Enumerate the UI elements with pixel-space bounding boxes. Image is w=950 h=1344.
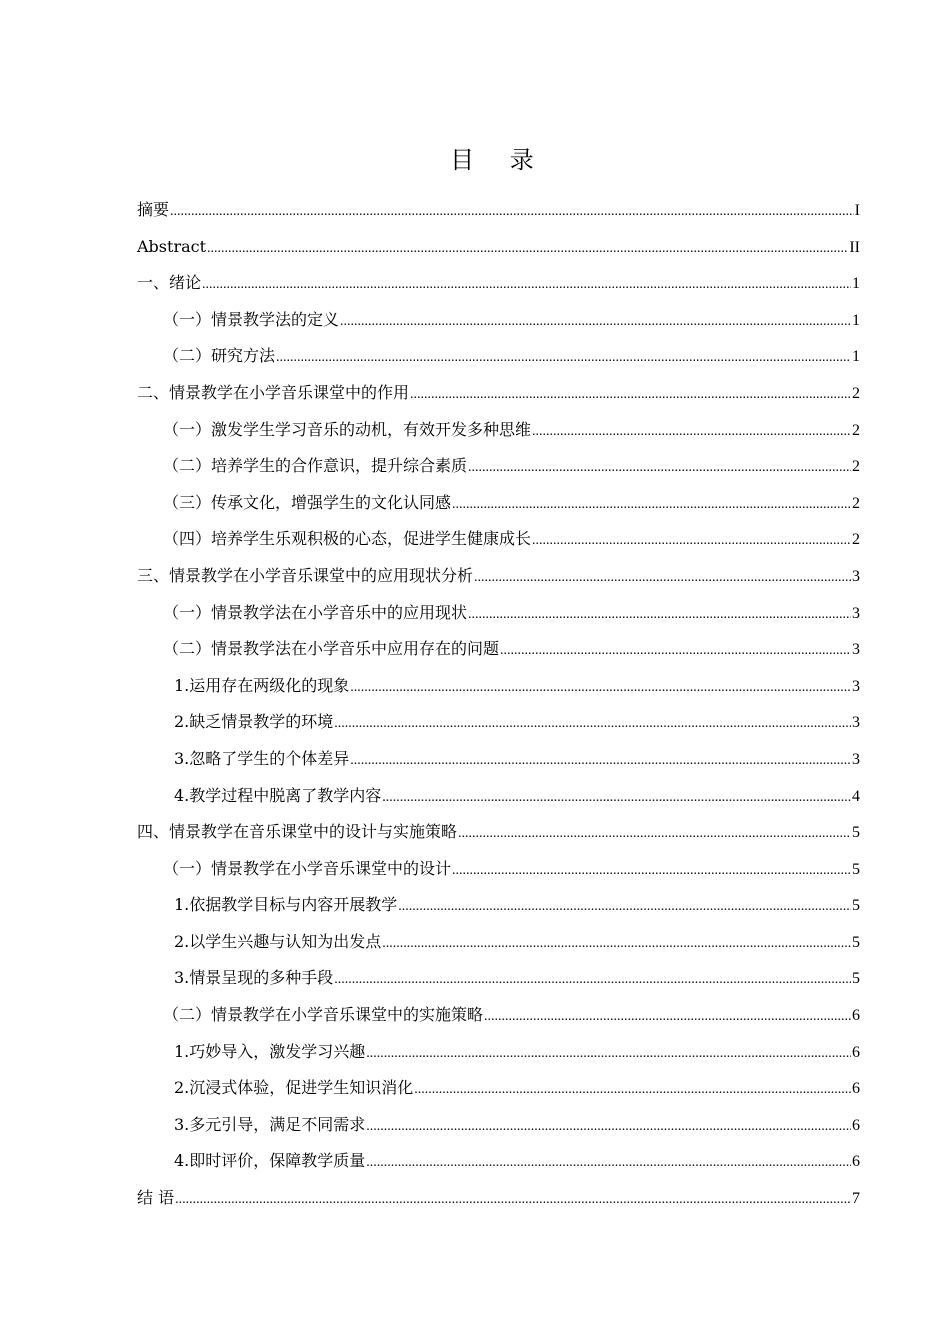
toc-dot-leader (500, 641, 851, 661)
toc-entry-text: （一）情景教学在小学音乐课堂中的设计 (163, 858, 452, 878)
toc-entry[interactable] (137, 493, 860, 530)
toc-entry-text: （一）情景教学法的定义 (163, 309, 340, 329)
toc-dot-leader (366, 1117, 851, 1137)
toc-dot-leader (398, 897, 851, 917)
toc-entry-page: 5 (852, 897, 860, 915)
toc-entry[interactable] (137, 383, 860, 420)
toc-dot-leader (175, 1190, 851, 1210)
toc-dot-leader (452, 861, 851, 881)
toc-dot-leader (276, 348, 851, 368)
toc-entry-page: 5 (852, 824, 860, 842)
toc-entry-text: 摘要 (137, 200, 170, 219)
toc-entry-page: 2 (852, 458, 860, 476)
toc-entry-page: 3 (852, 641, 860, 659)
toc-dot-leader (334, 714, 851, 734)
toc-entry-text: 4.教学过程中脱离了教学内容 (174, 785, 382, 805)
toc-entry[interactable] (137, 895, 860, 932)
toc-entry-page: II (849, 238, 860, 256)
toc-entry-page: 6 (852, 1043, 860, 1061)
toc-dot-leader (382, 788, 851, 808)
toc-entry-page: 6 (852, 1007, 860, 1025)
toc-entry-text: （四）培养学生乐观积极的心态，促进学生健康成长 (163, 529, 532, 549)
toc-entry[interactable] (137, 566, 860, 603)
toc-entry-text: 2.沉浸式体验，促进学生知识消化 (174, 1078, 414, 1098)
toc-entry[interactable] (137, 859, 860, 896)
toc-entry-text: 3.多元引导，满足不同需求 (174, 1114, 366, 1134)
toc-dot-leader (350, 751, 851, 771)
toc-entry[interactable] (137, 749, 860, 786)
toc-dot-leader (484, 1007, 851, 1027)
toc-entry-text: （二）研究方法 (163, 346, 276, 366)
toc-entry-page: 2 (852, 421, 860, 439)
toc-dot-leader (202, 275, 851, 295)
toc-dot-leader (414, 1080, 851, 1100)
toc-entry[interactable] (137, 786, 860, 823)
toc-entry-page: 5 (852, 933, 860, 951)
toc-entry[interactable] (137, 310, 860, 347)
toc-entry[interactable] (137, 420, 860, 457)
toc-dot-leader (458, 824, 851, 844)
toc-entry[interactable] (137, 1078, 860, 1115)
toc-entry-page: 3 (852, 604, 860, 622)
toc-dot-leader (340, 312, 851, 332)
toc-dot-leader (532, 531, 851, 551)
toc-entry[interactable] (137, 1042, 860, 1079)
toc-entry-page: 5 (852, 860, 860, 878)
toc-list (137, 200, 860, 1225)
toc-entry[interactable] (137, 456, 860, 493)
toc-entry-text: 2.缺乏情景教学的环境 (174, 712, 334, 732)
toc-dot-leader (170, 202, 854, 222)
toc-entry-page: 4 (852, 787, 860, 805)
toc-entry-page: 6 (852, 1080, 860, 1098)
toc-entry[interactable] (137, 676, 860, 713)
toc-entry-page: 2 (852, 531, 860, 549)
toc-entry[interactable] (137, 1151, 860, 1188)
toc-entry-text: （二）情景教学在小学音乐课堂中的实施策略 (163, 1005, 484, 1025)
toc-entry-text: 三、情景教学在小学音乐课堂中的应用现状分析 (137, 565, 474, 585)
toc-entry[interactable] (137, 932, 860, 969)
toc-entry-page: 3 (852, 714, 860, 732)
toc-entry-text: 结 语 (137, 1188, 175, 1208)
toc-entry-text: 1.运用存在两级化的现象 (174, 675, 350, 695)
toc-dot-leader (468, 605, 851, 625)
toc-entry[interactable] (137, 1115, 860, 1152)
toc-entry-text: 四、情景教学在音乐课堂中的设计与实施策略 (137, 822, 458, 842)
toc-dot-leader (366, 1044, 851, 1064)
toc-entry-text: 1.依据教学目标与内容开展教学 (174, 895, 398, 915)
toc-dot-leader (334, 970, 851, 990)
toc-entry-text: （三）传承文化，增强学生的文化认同感 (163, 492, 452, 512)
toc-dot-leader (474, 568, 851, 588)
toc-entry-text: 4.即时评价，保障教学质量 (174, 1151, 366, 1171)
toc-entry[interactable] (137, 1188, 860, 1225)
toc-entry-text: 3.情景呈现的多种手段 (174, 968, 334, 988)
toc-dot-leader (366, 1153, 851, 1173)
toc-entry-page: 5 (852, 970, 860, 988)
toc-entry-page: 7 (852, 1190, 860, 1208)
toc-entry[interactable] (137, 200, 860, 237)
toc-entry-page: 3 (852, 567, 860, 585)
toc-entry-text: Abstract (137, 236, 207, 256)
toc-dot-leader (452, 495, 851, 515)
toc-entry[interactable] (137, 712, 860, 749)
toc-dot-leader (468, 458, 851, 478)
toc-entry[interactable] (137, 1005, 860, 1042)
toc-entry-text: 1.巧妙导入，激发学习兴趣 (174, 1041, 366, 1061)
toc-entry-page: 1 (852, 348, 860, 366)
toc-entry-text: （二）情景教学法在小学音乐中应用存在的问题 (163, 639, 500, 659)
toc-dot-leader (207, 239, 848, 259)
toc-entry-text: 2.以学生兴趣与认知为出发点 (174, 931, 382, 951)
toc-entry-text: 二、情景教学在小学音乐课堂中的作用 (137, 382, 410, 402)
toc-entry-page: 1 (852, 275, 860, 293)
toc-entry-page: I (854, 202, 860, 219)
toc-entry[interactable] (137, 529, 860, 566)
toc-dot-leader (382, 934, 851, 954)
toc-title: 目 录 (450, 146, 548, 175)
toc-entry[interactable] (137, 237, 860, 274)
toc-entry[interactable] (137, 603, 860, 640)
toc-entry-page: 3 (852, 750, 860, 768)
toc-entry-page: 6 (852, 1116, 860, 1134)
toc-entry-page: 2 (852, 384, 860, 402)
toc-entry-page: 6 (852, 1153, 860, 1171)
toc-dot-leader (532, 422, 851, 442)
toc-entry-text: 一、绪论 (137, 273, 202, 293)
toc-dot-leader (350, 678, 851, 698)
toc-entry-page: 3 (852, 677, 860, 695)
toc-entry-page: 1 (852, 311, 860, 329)
toc-entry-text: （一）情景教学法在小学音乐中的应用现状 (163, 602, 468, 622)
toc-entry-page: 2 (852, 494, 860, 512)
toc-entry[interactable] (137, 639, 860, 676)
toc-entry-text: 3.忽略了学生的个体差异 (174, 748, 350, 768)
toc-entry-text: （一）激发学生学习音乐的动机，有效开发多种思维 (163, 419, 532, 439)
toc-entry[interactable] (137, 822, 860, 859)
toc-entry[interactable] (137, 273, 860, 310)
toc-dot-leader (410, 385, 851, 405)
toc-entry[interactable] (137, 346, 860, 383)
toc-entry-text: （二）培养学生的合作意识，提升综合素质 (163, 456, 468, 476)
toc-entry[interactable] (137, 968, 860, 1005)
